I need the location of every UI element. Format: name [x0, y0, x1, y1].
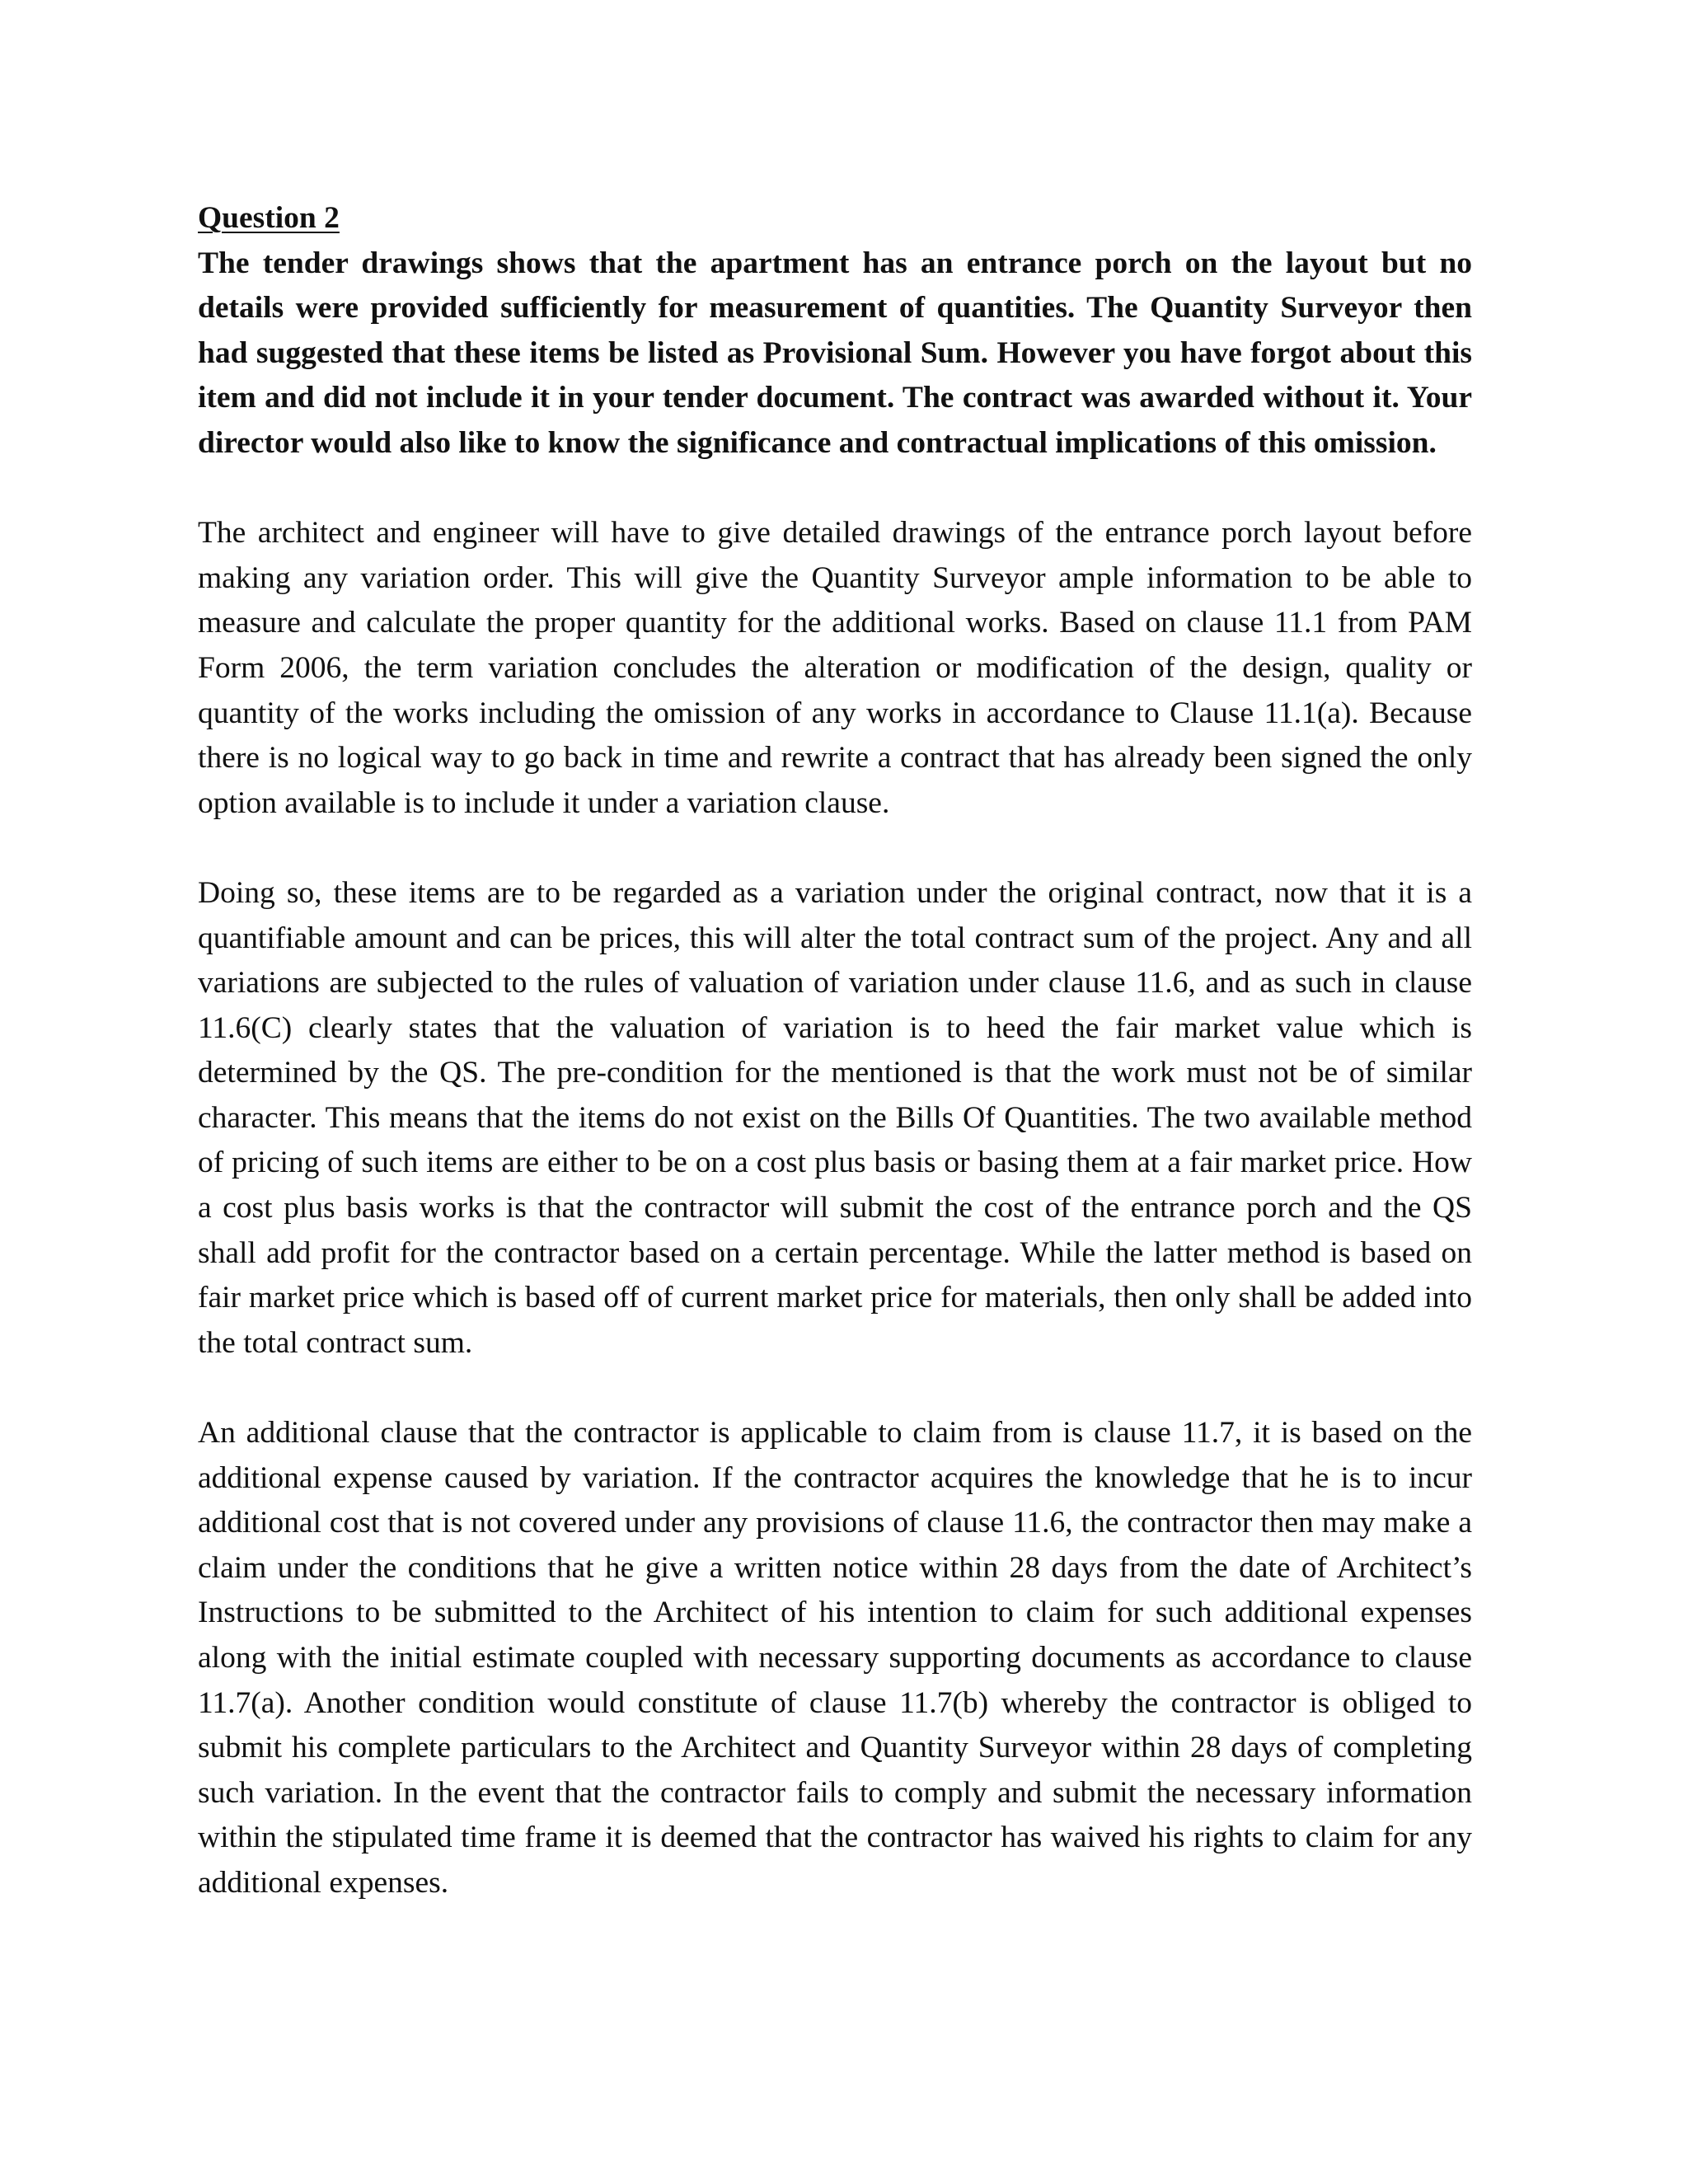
question-text: The tender drawings shows that the apartment has an entrance porch on the layout but no details were provided sufficiently for measurement of quantities. The Quantity Surveyor then had suggested that these items be listed as Provisional Sum. However you have forgot about this item and did not include it in your tender document. The contract was awarded without it. Your director would also like to know the significance and contractual implications of this omission. [198, 246, 1472, 460]
answer-paragraph-3: An additional clause that the contractor is applicable to claim from is clause 11.7, it is based on the additional expense caused by variation. If the contractor acquires the knowledge that he is to incur additional cost that is not covered under any provisions of clause 11.6, the contractor then may make a claim under the conditions that he give a written notice within 28 days from the date of Architect’s Instructions to be submitted to the Architect of his intention to claim for such additional expenses along with the initial estimate coupled with necessary supporting documents as accordance to clause 11.7(a). Another condition would constitute of clause 11.7(b) whereby the contractor is obliged to submit his complete particulars to the Architect and Quantity Surveyor within 28 days of completing such variation. In the event that the contractor fails to comply and submit the necessary information within the stipulated time frame it is deemed that the contractor has waived his rights to claim for any additional expenses. [198, 1416, 1472, 1900]
document-body [198, 196, 1472, 1906]
answer-paragraph-2: Doing so, these items are to be regarded as a variation under the original contract, now that it is a quantifiable amount and can be prices, this will alter the total contract sum of the project. Any and all variations are subjected to the rules of valuation of variation under clause 11.6, and as such in clause 11.6(C) clearly states that the valuation of variation is to heed the fair market value which is determined by the QS. The pre-condition for the mentioned is that the work must not be of similar character. This means that the items do not exist on the Bills Of Quantities. The two available method of pricing of such items are either to be on a cost plus basis or basing them at a fair market price. How a cost plus basis works is that the contractor will submit the cost of the entrance porch and the QS shall add profit for the contractor based on a certain percentage. While the latter method is based on fair market price which is based off of current market price for materials, then only shall be added into the total contract sum. [198, 875, 1472, 1360]
question-heading: Question 2 [198, 201, 340, 235]
answer-paragraph-1: The architect and engineer will have to give detailed drawings of the entrance porch layout before making any variation order. This will give the Quantity Surveyor ample information to be able to measure and calculate the proper quantity for the additional works. Based on clause 11.1 from PAM Form 2006, the term variation concludes the alteration or modification of the design, quality or quantity of the works including the omission of any works in accordance to Clause 11.1(a). Because there is no logical way to go back in time and rewrite a contract that has already been signed the only option available is to include it under a variation clause. [198, 516, 1472, 820]
